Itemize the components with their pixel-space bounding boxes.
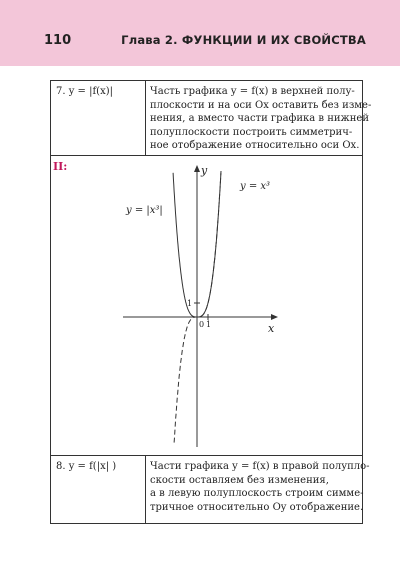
- axis-y-label: y: [201, 164, 208, 177]
- row8-line-2: скости оставляем без изменения,: [150, 474, 329, 486]
- row8-line-1: Части графика y = f(x) в правой полупло-: [150, 461, 370, 472]
- row7-line-4: полуплоскости построить симметрич-: [150, 126, 353, 138]
- row8-line-4: тричное относительно Oy отображение.: [150, 501, 364, 513]
- axis-x-label: x: [268, 322, 275, 335]
- row7-line-3: нения, а вместо части графика в нижней: [150, 113, 369, 124]
- row8-line-3: а в левую полуплоскость строим симме-: [150, 488, 364, 499]
- chapter-title: Глава 2. ФУНКЦИИ И ИХ СВОЙСТВА: [121, 33, 366, 47]
- row7-line-1: Часть графика y = f(x) в верхней полу-: [150, 86, 355, 97]
- row7-formula: 7. y = |f(x)|: [56, 86, 113, 97]
- row8-formula: 8. y = f(|x| ): [56, 461, 117, 472]
- page-number: 110: [44, 33, 72, 48]
- x-tick-label: 1: [206, 320, 212, 329]
- cube-label: y = x³: [240, 181, 271, 192]
- row7-line-2: плоскости и на оси Ox оставить без изме-: [150, 99, 372, 111]
- abs-cube-label: y = |x³|: [126, 205, 163, 216]
- y-tick-label: 1: [187, 299, 193, 308]
- row7-line-5: ное отображение относительно оси Ox.: [150, 140, 360, 151]
- cube-curve: [174, 171, 221, 443]
- origin-label: 0: [199, 320, 205, 329]
- section-label: II:: [53, 160, 68, 173]
